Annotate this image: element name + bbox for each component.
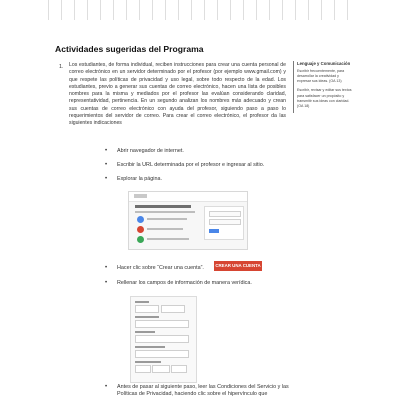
header-decoration xyxy=(48,0,348,20)
step-text: Abrir navegador de internet. xyxy=(117,148,184,154)
browser-screenshot xyxy=(128,191,248,250)
sidebar-heading: Lenguaje y Comunicación xyxy=(297,61,351,66)
form-field xyxy=(161,305,185,313)
section-title: Actividades sugeridas del Programa xyxy=(55,44,204,54)
service-logo xyxy=(134,194,147,198)
create-account-button[interactable]: CREAR UNA CUENTA xyxy=(214,261,262,271)
screenshot-text-line xyxy=(147,238,189,240)
page-header-strip xyxy=(0,0,400,20)
feature-icon xyxy=(137,236,144,243)
activity-number: 1. xyxy=(59,64,64,70)
form-field xyxy=(171,365,187,373)
signup-form-screenshot xyxy=(130,296,197,383)
form-label xyxy=(135,346,165,348)
bullet-icon: • xyxy=(105,162,108,168)
form-label xyxy=(135,301,149,303)
form-field xyxy=(135,335,189,343)
screenshot-header xyxy=(129,192,247,202)
curriculum-sidebar xyxy=(293,61,353,113)
step-text: Rellenar los campos de información de manera verídica. xyxy=(117,280,252,286)
signin-card xyxy=(204,206,244,240)
step-item xyxy=(105,148,347,154)
bullet-icon: • xyxy=(105,148,108,154)
step-item xyxy=(105,280,347,286)
step-item xyxy=(105,176,347,182)
bullet-icon: • xyxy=(105,265,108,271)
form-field xyxy=(135,320,189,328)
feature-icon xyxy=(137,216,144,223)
bullet-icon: • xyxy=(105,176,108,182)
screenshot-heading-bar xyxy=(135,205,191,208)
form-label xyxy=(135,361,161,363)
step-text: Hacer clic sobre “Crear una cuenta”. xyxy=(117,265,204,271)
step-item xyxy=(105,162,347,168)
form-label xyxy=(135,316,159,318)
signin-button xyxy=(209,229,219,233)
password-field xyxy=(209,219,241,225)
form-field xyxy=(135,305,159,313)
screenshot-text-line xyxy=(147,228,183,230)
form-label xyxy=(135,331,155,333)
form-field xyxy=(152,365,170,373)
step-text: Explorar la página. xyxy=(117,176,162,182)
bullet-icon: • xyxy=(105,280,108,286)
sidebar-note-2: Escribir, revisar y editar sus textos para satisfacer un propósito y transmitir sus ideas con claridad. (OA 18) xyxy=(297,88,352,108)
form-field xyxy=(135,365,151,373)
step-text: Antes de pasar al siguiente paso, leer las Condiciones del Servicio y las Políticas de Privacidad, haciendo clic sobre el hipervínculo que xyxy=(117,384,289,398)
form-field xyxy=(135,350,189,358)
bullet-icon: • xyxy=(105,384,108,390)
feature-icon xyxy=(137,226,144,233)
sidebar-note-1: Escribir frecuentemente, para desarrollar la creatividad y expresar sus ideas. (OA 13) xyxy=(297,69,345,84)
screenshot-text-line xyxy=(135,211,195,213)
email-field xyxy=(209,211,241,217)
screenshot-text-line xyxy=(147,218,187,220)
step-item xyxy=(105,384,297,399)
activity-paragraph: Los estudiantes, de forma individual, reciben instrucciones para crear una cuenta personal de correo electrónico en un servidor determinado por el profesor (por ejemplo www.gmail.com) y que respete las políticas de privacidad y uso legal, sobre todo respecto de la edad. Los estudiantes, previo a generar sus cuentas de correo electrónico, hacen una lista de posibles nombres para la misma y mediados por el profesor las evalúan considerando claridad, representatividad, pertinencia. En un segundo analizan los nombres más adecuado y crean sus cuentas de correo electrónico con ayuda del profesor, siguiendo paso a paso lo requerimientos del servidor de correo. Para crear el correo electrónico, el profesor da las siguientes indicaciones xyxy=(69,62,286,126)
step-text: Escribir la URL determinada por el profesor e ingresar al sitio. xyxy=(117,162,265,168)
